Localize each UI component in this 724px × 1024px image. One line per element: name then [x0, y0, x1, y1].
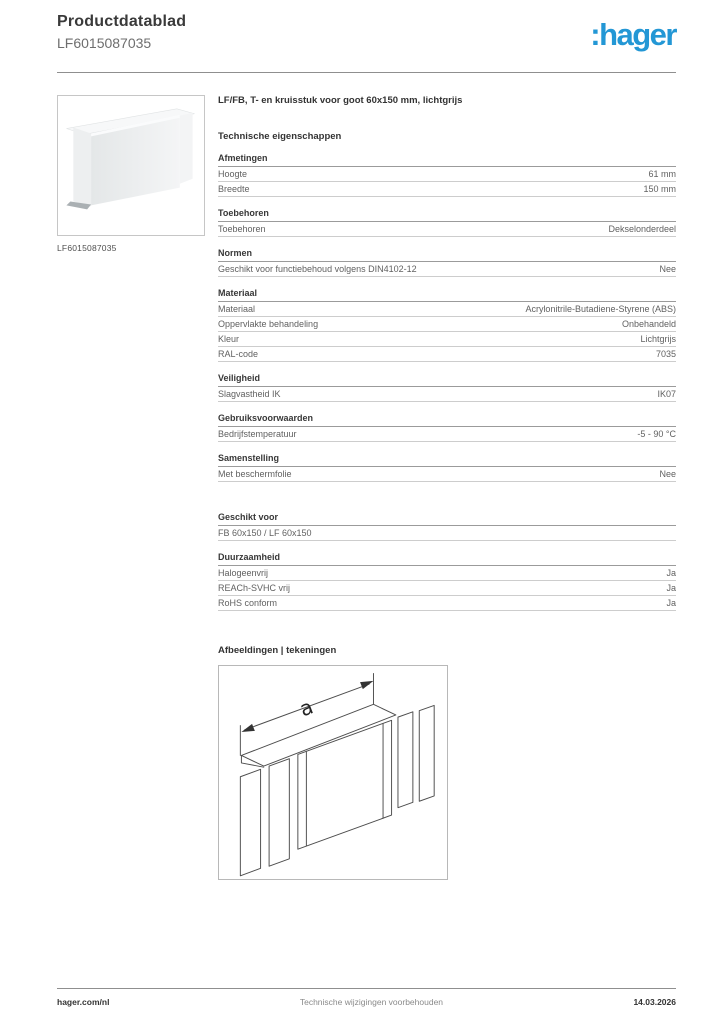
- spec-row: [218, 317, 676, 332]
- spec-row: [218, 427, 676, 442]
- spec-value: 7035: [655, 349, 676, 359]
- spec-label: Hoogte: [218, 169, 248, 179]
- document-type-title: Productdatablad: [57, 13, 187, 30]
- content-column: [218, 95, 676, 880]
- spec-label: FB 60x150 / LF 60x150: [218, 528, 312, 538]
- dimension-label: a: [296, 694, 317, 722]
- spec-section: [218, 248, 676, 277]
- spec-value: Onbehandeld: [621, 319, 676, 329]
- spec-section-heading: Geschikt voor: [218, 512, 676, 526]
- footer-date: 14.03.2026: [633, 997, 676, 1007]
- technical-drawing-frame: [218, 665, 448, 880]
- spec-label: Bedrijfstemperatuur: [218, 429, 297, 439]
- spec-section: [218, 208, 676, 237]
- product-photo: [58, 96, 204, 235]
- footer-divider: [57, 988, 676, 989]
- spec-row: [218, 347, 676, 362]
- spec-row: [218, 332, 676, 347]
- spec-section-heading: Afmetingen: [218, 153, 676, 167]
- images-drawings-heading: Afbeeldingen | tekeningen: [218, 645, 337, 656]
- footer-disclaimer: Technische wijzigingen voorbehouden: [299, 997, 444, 1007]
- spec-value: Acrylonitrile-Butadiene-Styrene (ABS): [525, 304, 676, 314]
- spec-value: -5 - 90 °C: [637, 429, 676, 439]
- spec-section-heading: Toebehoren: [218, 208, 676, 222]
- spec-row: [218, 182, 676, 197]
- spec-section: [218, 453, 676, 482]
- spec-label: Oppervlakte behandeling: [218, 319, 319, 329]
- spec-label: RoHS conform: [218, 598, 278, 608]
- tech-properties-heading: Technische eigenschappen: [218, 131, 342, 142]
- spec-section-heading: Duurzaamheid: [218, 552, 676, 566]
- spec-row: [218, 302, 676, 317]
- product-photo-caption: LF6015087035: [57, 243, 117, 253]
- spec-value: 61 mm: [648, 169, 676, 179]
- spec-section-heading: Samenstelling: [218, 453, 676, 467]
- spec-value: 150 mm: [643, 184, 676, 194]
- spec-value: Ja: [666, 583, 676, 593]
- spec-label: Slagvastheid IK: [218, 389, 281, 399]
- spec-label: Halogeenvrij: [218, 568, 269, 578]
- spec-label: Materiaal: [218, 304, 256, 314]
- spec-row: [218, 566, 676, 581]
- spec-row: [218, 526, 676, 541]
- spec-value: Dekselonderdeel: [608, 224, 676, 234]
- spec-row: [218, 581, 676, 596]
- spec-section: [218, 413, 676, 442]
- footer: [57, 997, 676, 1007]
- footer-website: hager.com/nl: [57, 997, 110, 1007]
- spec-section: [218, 373, 676, 402]
- spec-value: Lichtgrijs: [640, 334, 676, 344]
- spec-label: Breedte: [218, 184, 250, 194]
- header-divider: [57, 72, 676, 73]
- technical-drawing: [219, 666, 447, 879]
- spec-section-heading: Veiligheid: [218, 373, 676, 387]
- spec-value: Ja: [666, 568, 676, 578]
- spec-row: [218, 596, 676, 611]
- spec-label: REACh-SVHC vrij: [218, 583, 291, 593]
- product-photo-frame: [57, 95, 205, 236]
- spec-row: [218, 467, 676, 482]
- spec-value: Ja: [666, 598, 676, 608]
- hager-logo: :hager: [590, 17, 676, 52]
- spec-label: Geschikt voor functiebehoud volgens DIN4102-12: [218, 264, 417, 274]
- spec-section-heading: Normen: [218, 248, 676, 262]
- spec-row: [218, 167, 676, 182]
- spec-label: Kleur: [218, 334, 240, 344]
- spec-label: Met beschermfolie: [218, 469, 292, 479]
- spec-row: [218, 387, 676, 402]
- spec-section: [218, 552, 676, 611]
- spec-value: IK07: [657, 389, 676, 399]
- spec-section: [218, 512, 676, 541]
- spec-value: Nee: [659, 264, 676, 274]
- spec-section-heading: Gebruiksvoorwaarden: [218, 413, 676, 427]
- product-title: LF/FB, T- en kruisstuk voor goot 60x150 mm, lichtgrijs: [218, 95, 463, 106]
- spec-label: Toebehoren: [218, 224, 266, 234]
- spec-sections: [218, 153, 676, 611]
- spec-row: [218, 222, 676, 237]
- spec-section-heading: Materiaal: [218, 288, 676, 302]
- spec-value: Nee: [659, 469, 676, 479]
- spec-section: [218, 153, 676, 197]
- spec-row: [218, 262, 676, 277]
- product-code: LF6015087035: [57, 35, 152, 51]
- spec-section: [218, 288, 676, 362]
- spec-label: RAL-code: [218, 349, 259, 359]
